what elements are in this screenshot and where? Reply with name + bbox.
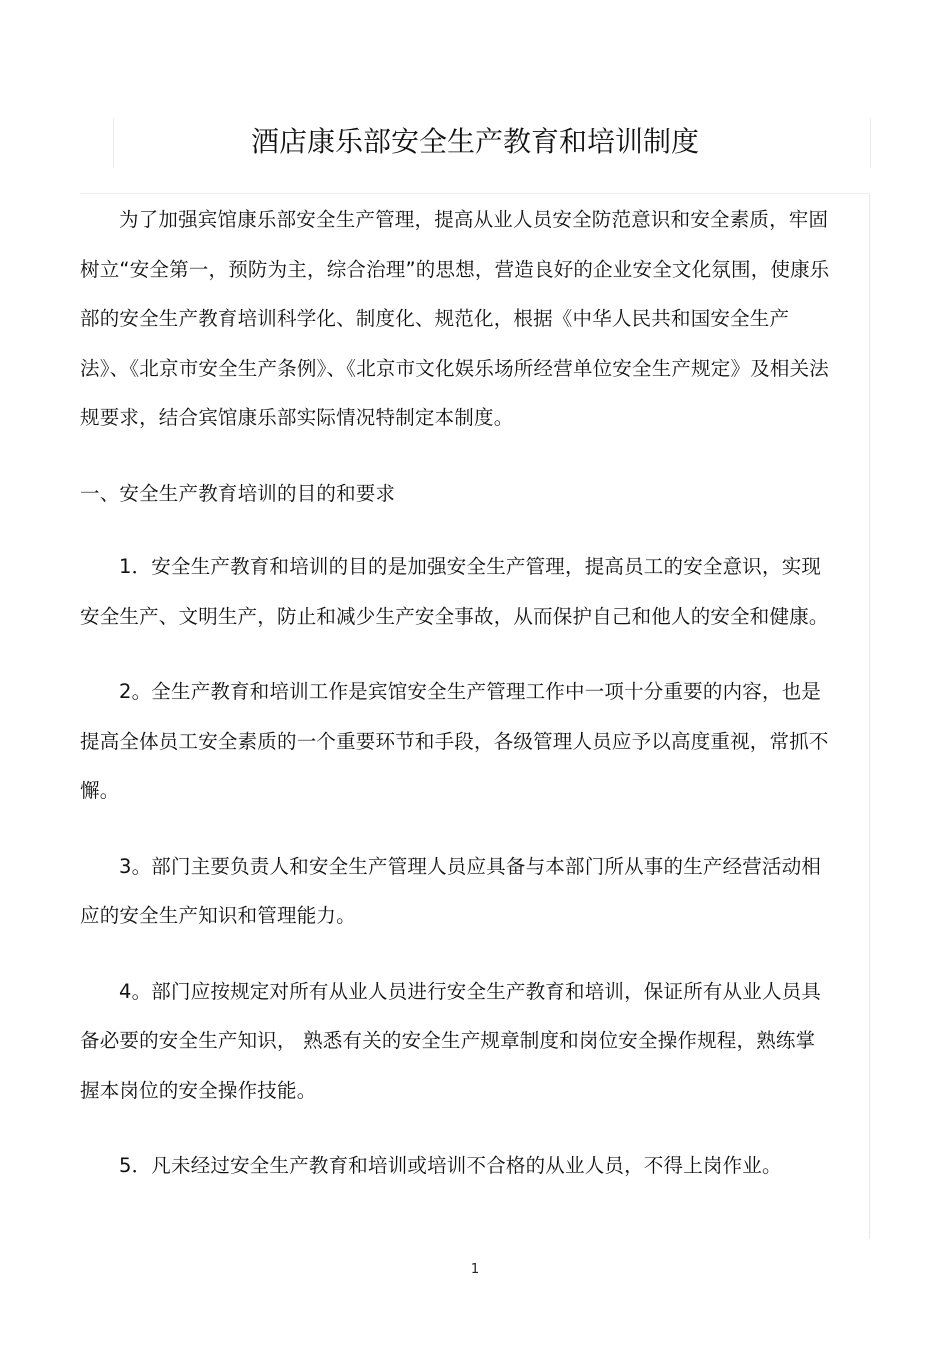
list-item: 5．凡未经过安全生产教育和培训或培训不合格的从业人员，不得上岗作业。 [119,1154,782,1177]
section-heading: 一、安全生产教育培训的目的和要求 [80,481,396,505]
document-body [80,195,832,1191]
list-item: 1．安全生产教育和培训的目的是加强安全生产管理，提高员工的安全意识，实现安全生产、文明生产，防止和减少生产安全事故，从而保护自己和他人的安全和健康。 [80,555,829,628]
document-title: 酒店康乐部安全生产教育和培训制度 [250,125,699,158]
intro-paragraph: 为了加强宾馆康乐部安全生产管理，提高从业人员安全防范意识和安全素质，牢固树立“安全第一，预防为主，综合治理”的思想，营造良好的企业安全文化氛围，使康乐部的安全生产教育培训科学化、制度化、规范化，根据《中华人民共和国安全生产法》、《北京市安全生产条例》、《北京市文化娱乐场所经营单位安全生产规定》及相关法规要求，结合宾馆康乐部实际情况特制定本制度。 [80,208,830,429]
list-item: 3。部门主要负责人和安全生产管理人员应具备与本部门所从事的生产经营活动相应的安全生产知识和管理能力。 [80,854,822,927]
list-item: 2。全生产教育和培训工作是宾馆安全生产管理工作中一项十分重要的内容，也是提高全体员工安全素质的一个重要环节和手段，各级管理人员应予以高度重视，常抓不懈。 [80,680,829,802]
page-number: 1 [470,1262,480,1277]
list-item: 4。部门应按规定对所有从业人员进行安全生产教育和培训，保证所有从业人员具备必要的安全生产知识， 熟悉有关的安全生产规章制度和岗位安全操作规程，熟练掌握本岗位的安全操作技能。 [80,979,822,1102]
